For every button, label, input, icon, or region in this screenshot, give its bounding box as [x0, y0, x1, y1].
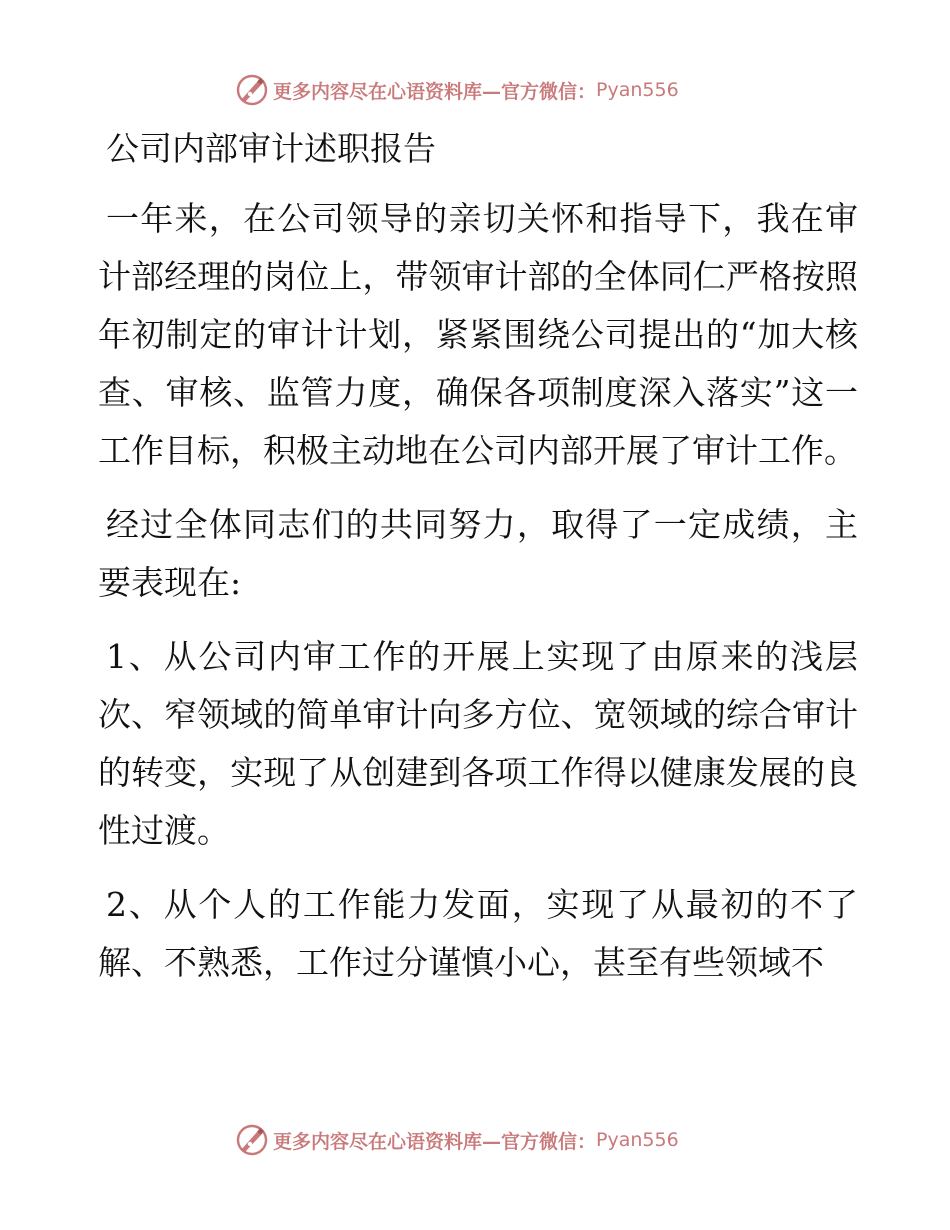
watermark-header [235, 70, 835, 110]
paragraph-3: 1、从公司内审工作的开展上实现了由原来的浅层次、窄领域的简单审计向多方位、宽领域的综合审计的转变，实现了从创建到各项工作得以健康发展的良性过渡。 [98, 637, 858, 850]
pen-logo-icon [235, 1123, 269, 1157]
watermark-wechat-id: Pyan556 [596, 79, 679, 101]
watermark-text: 更多内容尽在心语资料库—官方微信： [273, 80, 597, 103]
watermark-footer [235, 1120, 835, 1160]
document-body [98, 120, 858, 992]
watermark-wechat-id: Pyan556 [596, 1129, 679, 1151]
document-title: 公司内部审计述职报告 [106, 129, 436, 168]
paragraph-4: 2、从个人的工作能力发面，实现了从最初的不了解、不熟悉，工作过分谨慎小心，甚至有些领域不 [98, 885, 858, 982]
watermark-text: 更多内容尽在心语资料库—官方微信： [273, 1130, 597, 1153]
paragraph-2: 经过全体同志们的共同努力，取得了一定成绩，主要表现在: [98, 505, 858, 602]
paragraph-1: 一年来，在公司领导的亲切关怀和指导下，我在审计部经理的岗位上，带领审计部的全体同仁严格按照年初制定的审计计划，紧紧围绕公司提出的“加大核查、审核、监管力度，确保各项制度深入落实”这一工作目标，积极主动地在公司内部开展了审计工作。 [98, 199, 858, 470]
pen-logo-icon [235, 73, 269, 107]
